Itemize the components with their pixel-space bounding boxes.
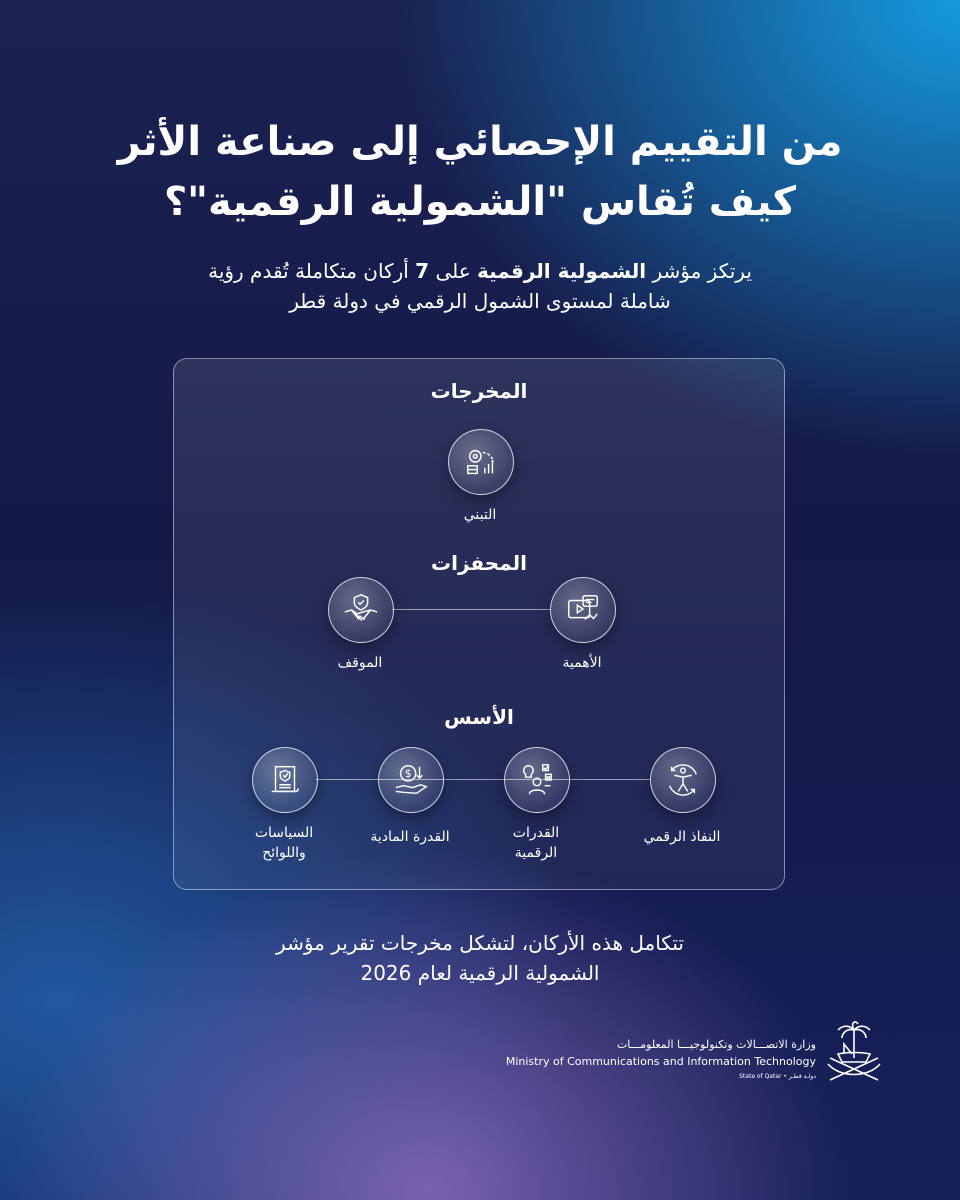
digital-access-node <box>650 747 716 813</box>
foundations-title: الأسس <box>444 705 514 729</box>
policies-label-line-1: السياسات <box>254 825 314 841</box>
closing-line-2: الشمولية الرقمية لعام 2026 <box>360 961 600 985</box>
media-screen-icon <box>564 591 602 629</box>
enablers-connector <box>392 609 550 610</box>
qatar-emblem-icon <box>822 1018 886 1088</box>
headline <box>0 112 960 232</box>
policies-label-line-2: واللوائح <box>262 845 306 861</box>
importance-node <box>550 577 616 643</box>
foundations-connector <box>316 779 650 780</box>
ministry-name-en: Ministry of Communications and Information Technology <box>505 1055 816 1068</box>
digital-skills-node <box>504 747 570 813</box>
intro-part-1: يرتكز مؤشر <box>652 259 752 283</box>
pillars-panel <box>173 358 785 890</box>
intro-text <box>0 256 960 316</box>
ministry-logo <box>490 1018 890 1088</box>
adoption-icon <box>462 443 500 481</box>
digital-skills-label-line-1: القدرات <box>512 825 560 841</box>
policies-node <box>252 747 318 813</box>
policies-label <box>214 823 354 863</box>
handshake-shield-icon <box>342 591 380 629</box>
intro-part-2: على <box>435 259 471 283</box>
digital-access-label: النفاذ الرقمي <box>643 829 721 845</box>
intro-bold-1: الشمولية الرقمية <box>477 259 647 283</box>
attitude-label: الموقف <box>337 655 383 671</box>
access-person-icon <box>664 761 702 799</box>
adoption-node <box>448 429 514 495</box>
intro-part-3: أركان متكاملة تُقدم رؤية <box>208 259 409 283</box>
money-hand-icon <box>392 761 430 799</box>
closing-line-1: تتكامل هذه الأركان، لتشكل مخرجات تقرير مؤشر <box>276 931 684 955</box>
digital-skills-label-line-2: الرقمية <box>514 845 558 861</box>
headline-line-1: من التقييم الإحصائي إلى صناعة الأثر <box>117 119 843 165</box>
enablers-title: المحفزات <box>431 551 527 575</box>
skills-lightbulb-icon <box>518 761 556 799</box>
state-of-qatar: State of Qatar • دولـة قطـر <box>739 1073 816 1080</box>
affordability-node <box>378 747 444 813</box>
importance-label: الأهمية <box>562 655 602 671</box>
headline-line-2: كيف تُقاس "الشمولية الرقمية"؟ <box>163 179 797 225</box>
closing-text <box>0 928 960 988</box>
affordability-label: القدرة المادية <box>370 829 450 845</box>
outputs-title: المخرجات <box>430 379 528 403</box>
intro-line-2: شاملة لمستوى الشمول الرقمي في دولة قطر <box>289 289 671 313</box>
intro-bold-2: 7 <box>415 259 430 283</box>
attitude-node <box>328 577 394 643</box>
ministry-name-ar: وزارة الاتصـــالات وتكنولوجيـــا المعلومـــات <box>616 1038 816 1051</box>
policy-document-icon <box>266 761 304 799</box>
svg-text:$: $ <box>404 768 412 781</box>
digital-skills-label <box>466 823 606 863</box>
adoption-label: التبني <box>463 507 497 523</box>
